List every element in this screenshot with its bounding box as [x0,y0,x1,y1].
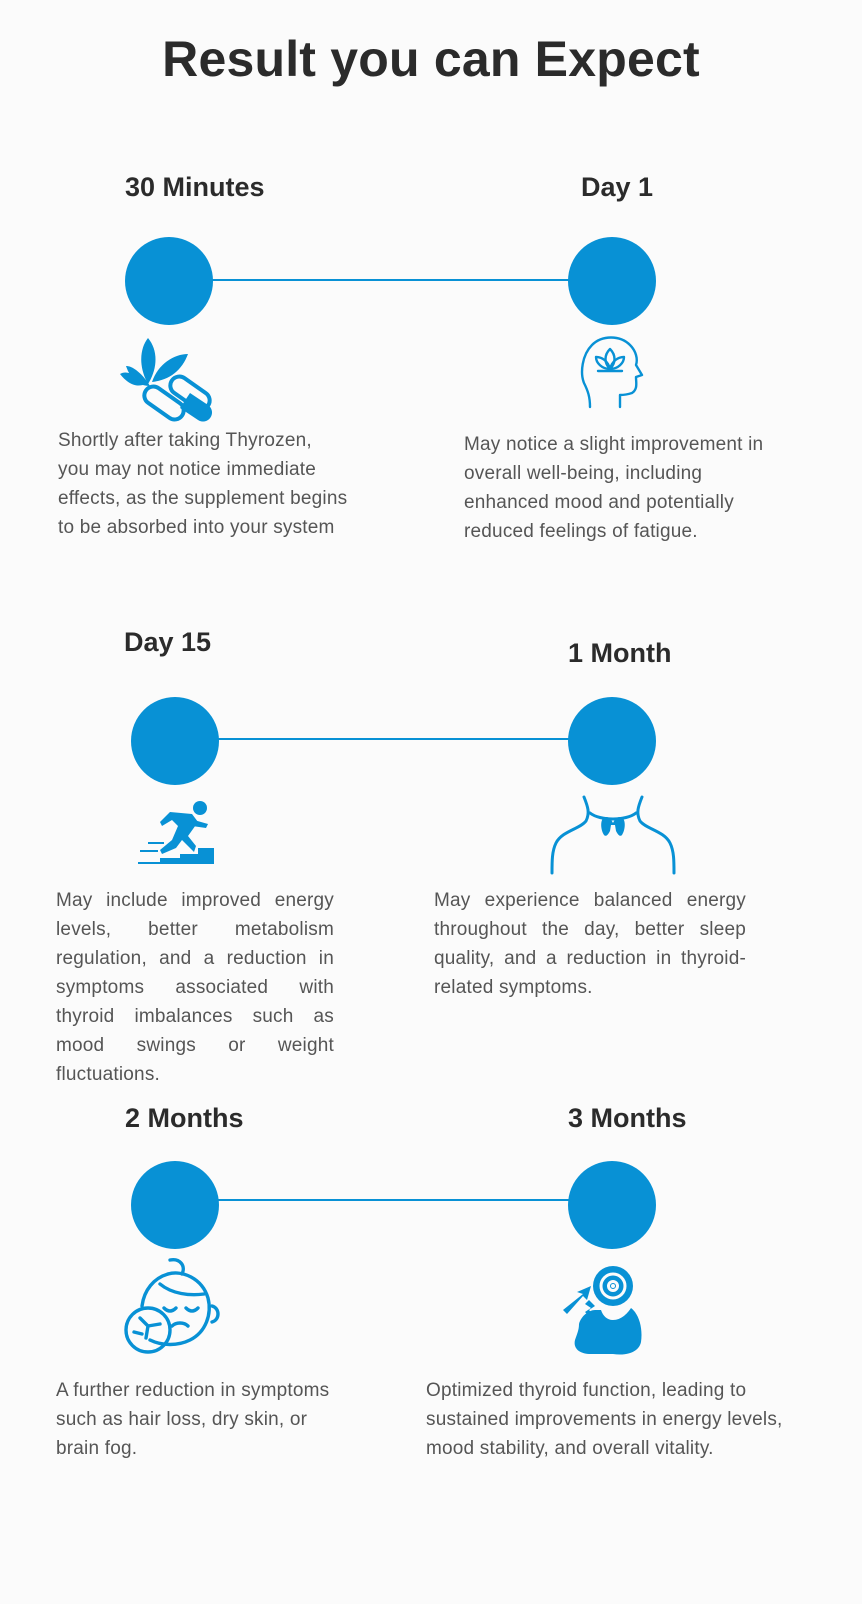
vitality-target-icon [561,1264,649,1356]
timeline-dot [125,237,213,325]
runner-on-stairs-icon [136,800,216,866]
description-text: May notice a slight improvement in overall well-being, including enhanced mood and potentially reduced feelings of fatigue. [464,434,764,542]
timeline-connector [216,738,572,740]
head-with-lotus-icon [580,333,644,409]
period-label: Day 1 [581,172,654,202]
period-label: 30 Minutes [125,172,265,202]
timeline-dot [568,237,656,325]
timeline-dot [131,1161,219,1249]
thyroid-neck-icon [550,795,676,875]
period-label: Day 15 [124,627,212,657]
timeline-dot [131,697,219,785]
description-text: A further reduction in symptoms such as hair loss, dry skin, or brain fog. [56,1380,330,1459]
period-label: 2 Months [125,1103,244,1133]
page-title: Result you can Expect [162,31,700,87]
timeline-connector [210,279,572,281]
timeline-dot [568,697,656,785]
woman-dry-skin-icon [120,1254,220,1356]
description-text: Shortly after taking Thyrozen, you may not notice immediate effects, as the supplement begins to be absorbed into your system [58,430,348,538]
timeline-dot [568,1161,656,1249]
description-text: Optimized thyroid function, leading to sustained improvements in energy levels, mood stability, and overall vitality. [426,1380,783,1459]
description-text: May experience balanced energy throughout the day, better sleep quality, and a reduction in thyroid-related symptoms. [434,890,746,998]
timeline-connector [216,1199,572,1201]
period-label: 1 Month [568,638,672,668]
herbs-and-capsules-icon [118,336,218,424]
period-label: 3 Months [568,1103,687,1133]
description-text: May include improved energy levels, better metabolism regulation, and a reduction in symptoms associated with thyroid imbalances such as mood swings or weight fluctuations. [56,890,334,1085]
